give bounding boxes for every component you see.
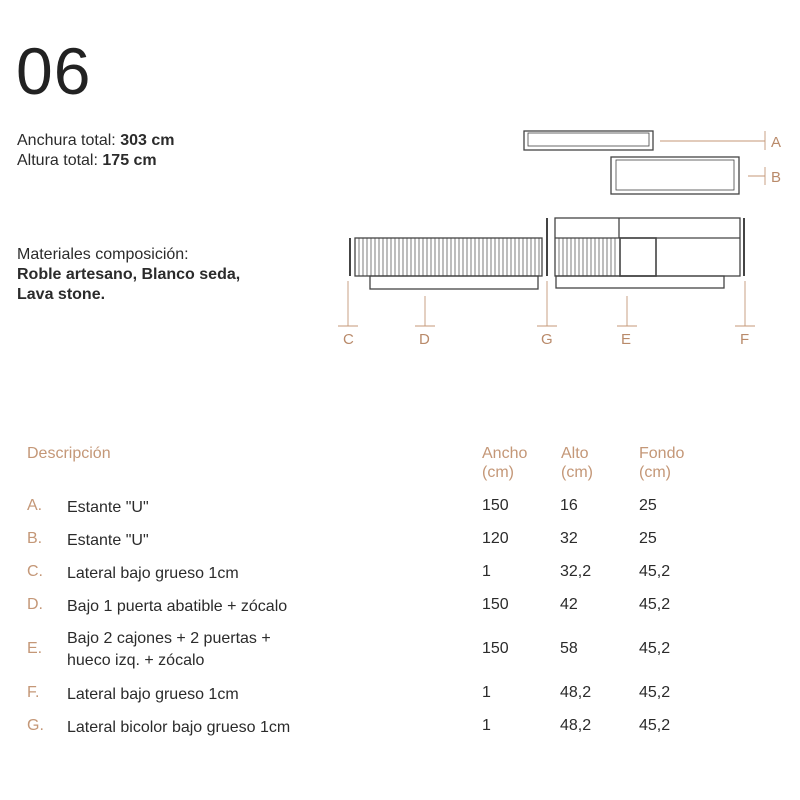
header-fondo-label: Fondo [639, 445, 685, 462]
lateral-f [743, 218, 745, 276]
row-ancho: 120 [482, 530, 509, 547]
cabinet-e-flutes [559, 238, 615, 276]
row-description [67, 628, 271, 672]
row-ancho: 1 [482, 717, 491, 734]
diagram-label-a: A [771, 134, 782, 151]
cabinet-e [555, 218, 740, 288]
diagram-label-e: E [621, 331, 632, 348]
total-width-label: Anchura total: [17, 132, 116, 149]
row-fondo: 45,2 [639, 596, 671, 613]
header-ancho-unit: (cm) [482, 464, 514, 481]
lateral-g [546, 218, 548, 276]
row-letter: A. [27, 497, 43, 514]
header-fondo [639, 444, 684, 482]
row-alto: 58 [560, 640, 578, 657]
row-description-line-2: hueco izq. + zócalo [67, 652, 205, 669]
furniture-diagram [0, 0, 800, 360]
row-fondo: 25 [639, 530, 657, 547]
header-ancho-label: Ancho [482, 445, 528, 462]
total-height-value: 175 cm [102, 152, 157, 169]
cabinet-d [355, 238, 542, 289]
row-description: Estante "U" [67, 532, 149, 549]
shelf-a [524, 131, 653, 150]
header-ancho [482, 444, 527, 482]
row-letter: C. [27, 563, 43, 580]
row-description: Lateral bicolor bajo grueso 1cm [67, 719, 291, 736]
header-alto-label: Alto [561, 445, 589, 462]
row-ancho: 1 [482, 684, 491, 701]
row-letter: D. [27, 596, 43, 613]
row-alto: 16 [560, 497, 578, 514]
row-fondo: 45,2 [639, 717, 671, 734]
materials-line-2: Lava stone. [17, 286, 106, 303]
cabinet-d-flutes [359, 238, 539, 276]
materials-label: Materiales composición: [17, 246, 189, 263]
row-alto: 48,2 [560, 684, 592, 701]
row-fondo: 45,2 [639, 684, 671, 701]
row-description: Lateral bajo grueso 1cm [67, 565, 239, 582]
row-letter: E. [27, 640, 43, 657]
header-description: Descripción [27, 445, 111, 462]
row-alto: 42 [560, 596, 578, 613]
composition-number: 06 [16, 34, 92, 108]
row-ancho: 1 [482, 563, 491, 580]
row-fondo: 25 [639, 497, 657, 514]
shelf-b [611, 157, 739, 194]
total-width-value: 303 cm [120, 132, 175, 149]
diagram-label-g: G [541, 331, 553, 348]
row-alto: 32 [560, 530, 578, 547]
diagram-label-f: F [740, 331, 750, 348]
row-letter: B. [27, 530, 43, 547]
row-ancho: 150 [482, 640, 509, 657]
diagram-pieces [349, 131, 745, 289]
row-fondo: 45,2 [639, 563, 671, 580]
diagram-label-b: B [771, 169, 782, 186]
row-fondo: 45,2 [639, 640, 671, 657]
row-description: Estante "U" [67, 499, 149, 516]
lateral-c [349, 238, 351, 276]
row-ancho: 150 [482, 596, 509, 613]
row-letter: F. [27, 684, 40, 701]
row-description: Lateral bajo grueso 1cm [67, 686, 239, 703]
row-alto: 48,2 [560, 717, 592, 734]
row-description-line-1: Bajo 2 cajones + 2 puertas + [67, 630, 271, 647]
row-letter: G. [27, 717, 44, 734]
row-description: Bajo 1 puerta abatible + zócalo [67, 598, 288, 615]
total-height-label: Altura total: [17, 152, 98, 169]
materials-line-1: Roble artesano, Blanco seda, [17, 266, 241, 283]
row-alto: 32,2 [560, 563, 592, 580]
header-alto-unit: (cm) [561, 464, 593, 481]
header-alto [561, 444, 593, 482]
header-fondo-unit: (cm) [639, 464, 671, 481]
row-ancho: 150 [482, 497, 509, 514]
diagram-label-d: D [419, 331, 430, 348]
diagram-label-c: C [343, 331, 354, 348]
